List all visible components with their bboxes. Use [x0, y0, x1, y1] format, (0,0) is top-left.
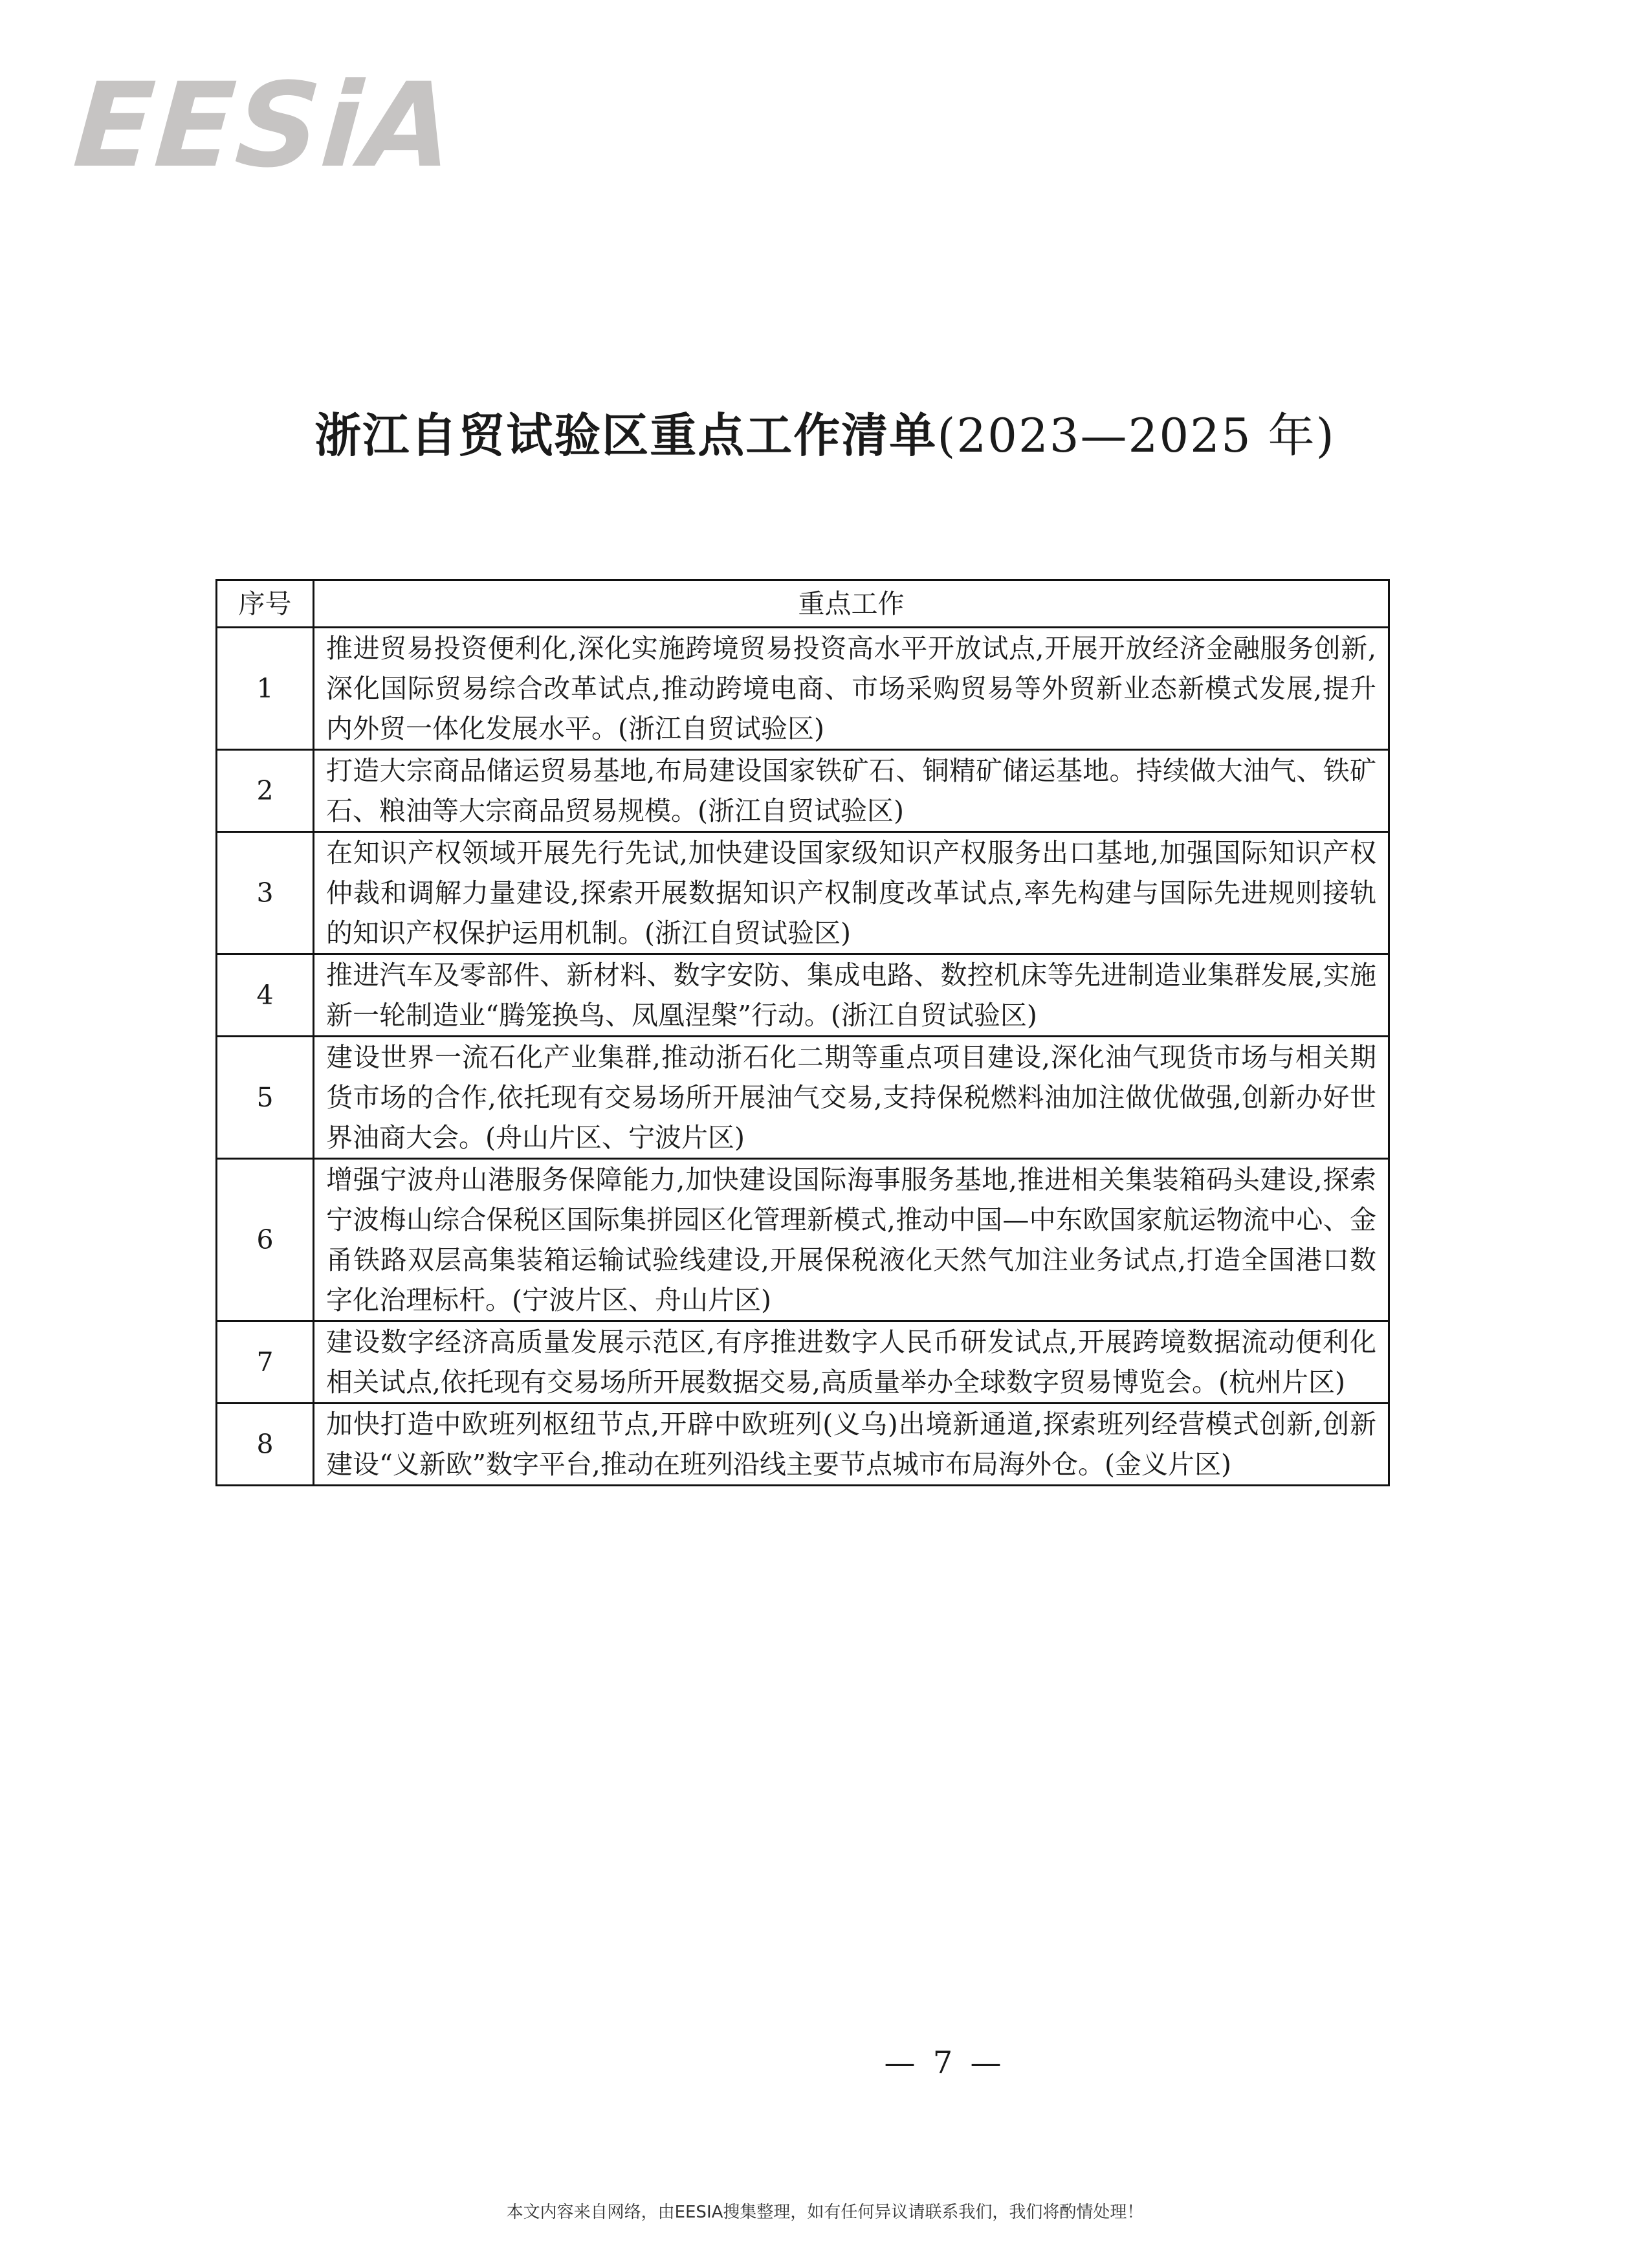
table-row: [217, 1321, 1389, 1404]
row-number: 1: [217, 628, 314, 750]
key-work-table: [215, 579, 1390, 1486]
header-key-work: 重点工作: [314, 580, 1389, 628]
row-content: 增强宁波舟山港服务保障能力,加快建设国际海事服务基地,推进相关集装箱码头建设,探索宁波梅山综合保税区国际集拼园区化管理新模式,推动中国—中东欧国家航运物流中心、金甬铁路双层高集装箱运输试验线建设,开展保税液化天然气加注业务试点,打造全国港口数字化治理标杆。(宁波片区、舟山片区): [314, 1159, 1389, 1321]
row-number: 7: [217, 1321, 314, 1404]
row-number: 2: [217, 750, 314, 832]
table-row: [217, 1159, 1389, 1321]
table-row: [217, 750, 1389, 832]
row-content: 建设数字经济高质量发展示范区,有序推进数字人民币研发试点,开展跨境数据流动便利化相关试点,依托现有交易场所开展数据交易,高质量举办全球数字贸易博览会。(杭州片区): [314, 1321, 1389, 1404]
row-content: 打造大宗商品储运贸易基地,布局建设国家铁矿石、铜精矿储运基地。持续做大油气、铁矿石、粮油等大宗商品贸易规模。(浙江自贸试验区): [314, 750, 1389, 832]
source-disclaimer: 本文内容来自网络，由EESIA搜集整理，如有任何异议请联系我们，我们将酌情处理！: [506, 2203, 1144, 2222]
row-content: 推进汽车及零部件、新材料、数字安防、集成电路、数控机床等先进制造业集群发展,实施新一轮制造业“腾笼换鸟、凤凰涅槃”行动。(浙江自贸试验区): [314, 954, 1389, 1037]
table-row: [217, 1404, 1389, 1486]
row-content: 在知识产权领域开展先行先试,加快建设国家级知识产权服务出口基地,加强国际知识产权仲裁和调解力量建设,探索开展数据知识产权制度改革试点,率先构建与国际先进规则接轨的知识产权保护运用机制。(浙江自贸试验区): [314, 832, 1389, 954]
page-number: — 7 —: [884, 2045, 1006, 2081]
row-number: 4: [217, 954, 314, 1037]
row-number: 3: [217, 832, 314, 954]
row-content: 推进贸易投资便利化,深化实施跨境贸易投资高水平开放试点,开展开放经济金融服务创新,深化国际贸易综合改革试点,推动跨境电商、市场采购贸易等外贸新业态新模式发展,提升内外贸一体化发展水平。(浙江自贸试验区): [314, 628, 1389, 750]
header-serial-number: 序号: [217, 580, 314, 628]
table-row: [217, 1037, 1389, 1159]
table-row: [217, 954, 1389, 1037]
row-number: 5: [217, 1037, 314, 1159]
table-row: [217, 832, 1389, 954]
row-content: 建设世界一流石化产业集群,推动浙石化二期等重点项目建设,深化油气现货市场与相关期货市场的合作,依托现有交易场所开展油气交易,支持保税燃料油加注做优做强,创新办好世界油商大会。(舟山片区、宁波片区): [314, 1037, 1389, 1159]
title-year: (2023—2025 年): [937, 408, 1336, 463]
title-main: 浙江自贸试验区重点工作清单: [314, 408, 938, 463]
table-row: [217, 628, 1389, 750]
row-number: 8: [217, 1404, 314, 1486]
row-content: 加快打造中欧班列枢纽节点,开辟中欧班列(义乌)出境新通道,探索班列经营模式创新,创新建设“义新欧”数字平台,推动在班列沿线主要节点城市布局海外仓。(金义片区): [314, 1404, 1389, 1486]
table-header-row: [217, 580, 1389, 628]
row-number: 6: [217, 1159, 314, 1321]
eesia-logo: EESiA: [69, 58, 459, 193]
page-title: [0, 408, 1650, 463]
